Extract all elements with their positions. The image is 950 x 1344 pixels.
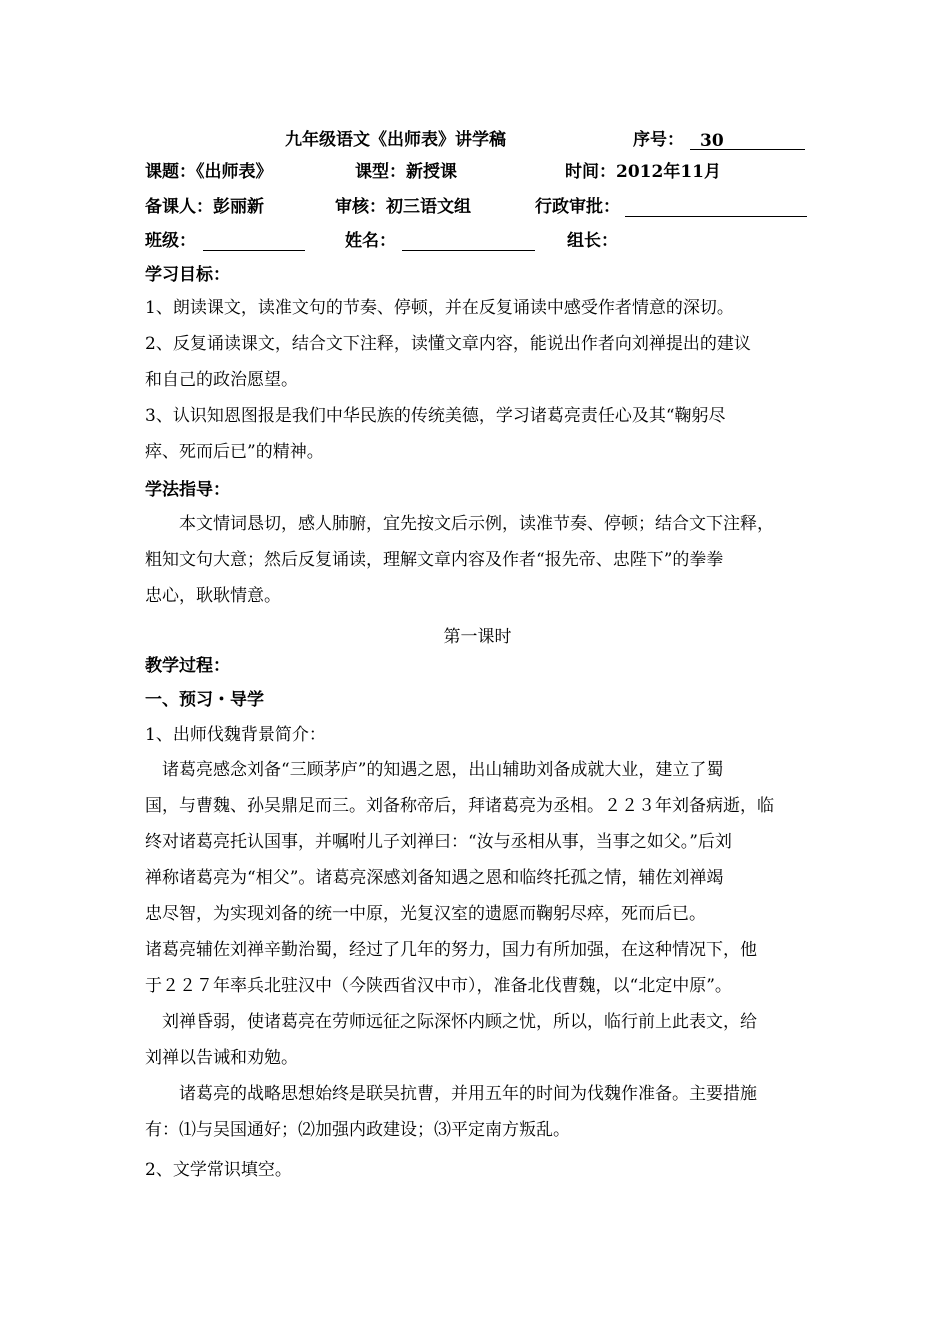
method-line: 粗知文句大意；然后反复诵读，理解文章内容及作者“报先帝、忠陛下”的拳拳 — [145, 550, 724, 570]
reviewer-info: 审核：初三语文组 — [335, 197, 471, 217]
goal-line: 1、朗读课文，读准文句的节奏、停顿，并在反复诵读中感受作者情意的深切。 — [145, 298, 734, 318]
goal-line: 3、认识知恩图报是我们中华民族的传统美德，学习诸葛亮责任心及其“鞠躬尽 — [145, 406, 726, 426]
admin-approval-field — [625, 197, 807, 217]
method-line: 忠心，耿耿情意。 — [145, 586, 281, 606]
goal-line: 2、反复诵读课文，结合文下注释，读懂文章内容，能说出作者向刘禅提出的建议 — [145, 334, 751, 354]
serial-field — [690, 130, 805, 150]
item-heading: 1、出师伐魏背景简介： — [145, 725, 326, 745]
goals-list — [145, 290, 810, 470]
background-line: 终对诸葛亮托认国事，并嘱咐儿子刘禅曰：“汝与丞相从事，当事之如父。”后刘 — [145, 832, 732, 852]
admin-approval-label: 行政审批： — [535, 197, 620, 217]
background-line: 刘禅昏弱，使诸葛亮在劳师远征之际深怀内顾之忧，所以，临行前上此表文，给 — [145, 1012, 757, 1032]
name-field — [402, 231, 535, 251]
method-line: 本文情词恳切，感人肺腑，宜先按文后示例，读准节奏、停顿；结合文下注释， — [145, 514, 774, 534]
section-heading: 一、预习・导学 — [145, 690, 264, 710]
background-line: 禅称诸葛亮为“相父”。诸葛亮深感刘备知遇之恩和临终托孤之情，辅佐刘禅竭 — [145, 868, 724, 888]
class-field — [203, 231, 305, 251]
process-heading: 教学过程： — [145, 656, 230, 676]
period-title: 第一课时 — [443, 627, 512, 647]
background-line: 诸葛亮的战略思想始终是联吴抗曹，并用五年的时间为伐魏作准备。主要措施 — [145, 1084, 757, 1104]
leader-label: 组长： — [567, 231, 618, 251]
background-paragraph — [145, 752, 810, 1148]
class-label: 班级： — [145, 231, 196, 251]
document-title: 九年级语文《出师表》讲学稿 — [285, 130, 506, 150]
name-label: 姓名： — [345, 231, 396, 251]
method-paragraph — [145, 506, 810, 614]
preparer-info: 备课人：彭丽新 — [145, 197, 264, 217]
goal-line: 瘁、死而后已”的精神。 — [145, 442, 324, 462]
background-line: 忠尽智，为实现刘备的统一中原，光复汉室的遗愿而鞠躬尽瘁，死而后已。 — [145, 904, 706, 924]
topic-info: 课题：《出师表》 — [145, 162, 273, 182]
background-line: 有：⑴与吴国通好；⑵加强内政建设；⑶平定南方叛乱。 — [145, 1120, 570, 1140]
time-info: 时间：2012年11月 — [565, 162, 721, 182]
background-line: 诸葛亮辅佐刘禅辛勤治蜀，经过了几年的努力，国力有所加强，在这种情况下，他 — [145, 940, 757, 960]
background-line: 诸葛亮感念刘备“三顾茅庐”的知遇之恩，出山辅助刘备成就大业，建立了蜀 — [145, 760, 724, 780]
background-line: 国，与曹魏、孙吴鼎足而三。刘备称帝后，拜诸葛亮为丞相。２２３年刘备病逝，临 — [145, 796, 774, 816]
type-info: 课型：新授课 — [355, 162, 457, 182]
background-line: 于２２７年率兵北驻汉中（今陕西省汉中市），准备北伐曹魏，以“北定中原”。 — [145, 976, 732, 996]
goal-line: 和自己的政治愿望。 — [145, 370, 298, 390]
serial-label: 序号： — [633, 130, 684, 150]
item-heading: 2、文学常识填空。 — [145, 1160, 292, 1180]
serial-value: 30 — [700, 131, 724, 151]
goals-heading: 学习目标： — [145, 265, 230, 285]
method-heading: 学法指导： — [145, 480, 230, 500]
background-line: 刘禅以告诫和劝勉。 — [145, 1048, 298, 1068]
